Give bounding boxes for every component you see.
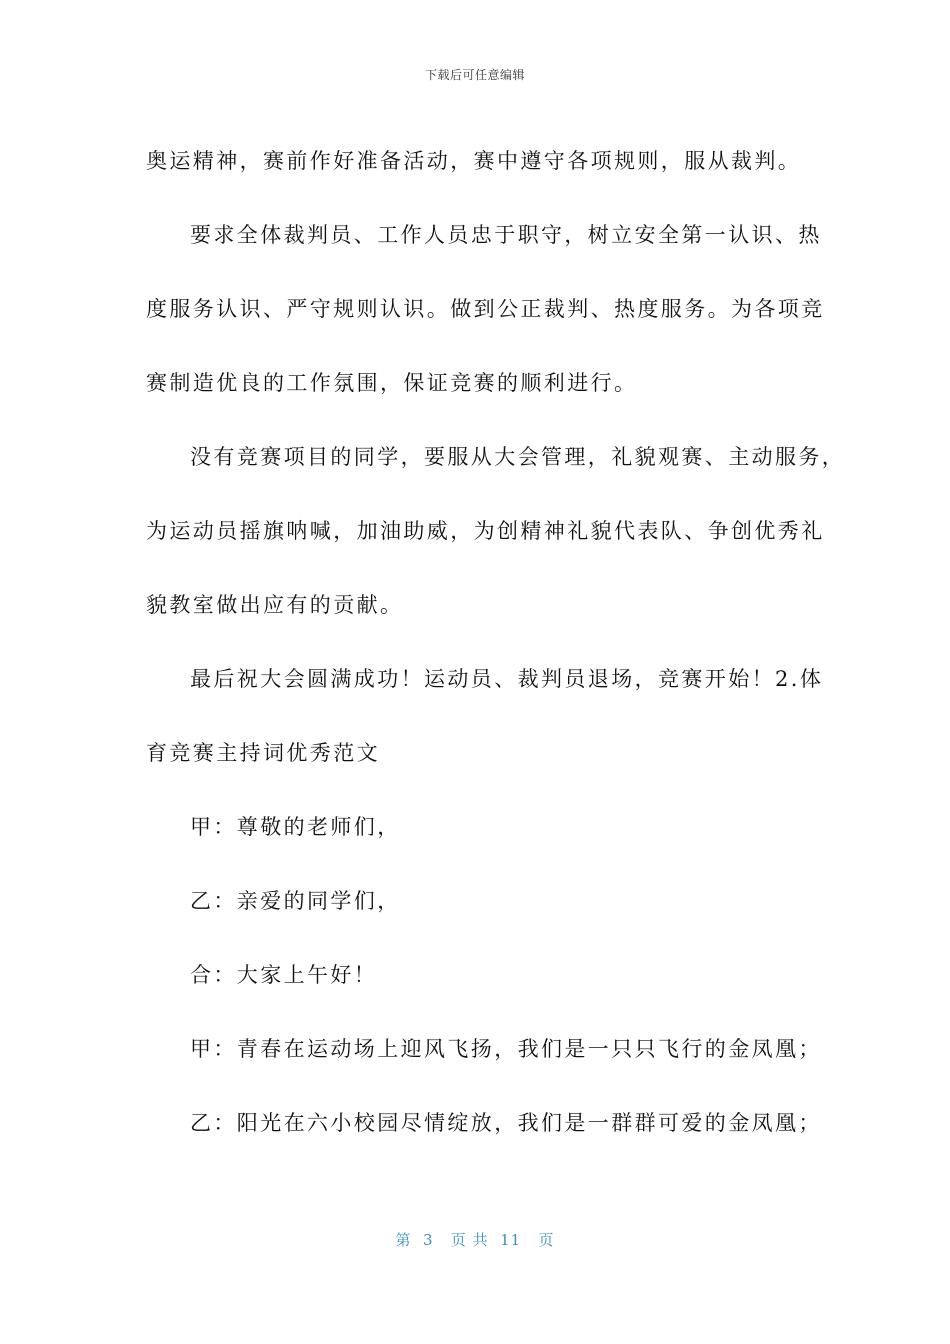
paragraph-line: 度服务认识、严守规则认识。做到公正裁判、热度服务。为各项竞	[146, 297, 825, 321]
paragraph-line: 育竞赛主持词优秀范文	[146, 741, 380, 765]
paragraph-line: 赛制造优良的工作氛围，保证竞赛的顺利进行。	[146, 371, 638, 395]
paragraph-line: 最后祝大会圆满成功！运动员、裁判员退场，竞赛开始！2.体	[190, 667, 824, 691]
paragraph-line: 貌教室做出应有的贡献。	[146, 593, 404, 617]
dialogue-line: 乙：阳光在六小校园尽情绽放，我们是一群群可爱的金凤凰；	[190, 1111, 822, 1135]
dialogue-line: 甲：尊敬的老师们，	[190, 815, 401, 839]
dialogue-line: 甲：青春在运动场上迎风飞扬，我们是一只只飞行的金凤凰；	[190, 1037, 822, 1061]
paragraph-line: 要求全体裁判员、工作人员忠于职守，树立安全第一认识、热	[190, 223, 822, 247]
dialogue-line: 合：大家上午好！	[190, 963, 378, 987]
page-number-footer: 第 3 页 共 11 页	[395, 1231, 555, 1249]
page-header: 下载后可任意编辑	[424, 68, 525, 82]
document-body	[146, 124, 846, 1160]
paragraph-line: 没有竞赛项目的同学，要服从大会管理，礼貌观赛、主动服务，	[190, 445, 846, 469]
dialogue-line: 乙：亲爱的同学们，	[190, 889, 401, 913]
paragraph-line: 奥运精神，赛前作好准备活动，赛中遵守各项规则，服从裁判。	[146, 149, 802, 173]
paragraph-line: 为运动员摇旗呐喊，加油助威，为创精神礼貌代表队、争创优秀礼	[146, 519, 825, 543]
